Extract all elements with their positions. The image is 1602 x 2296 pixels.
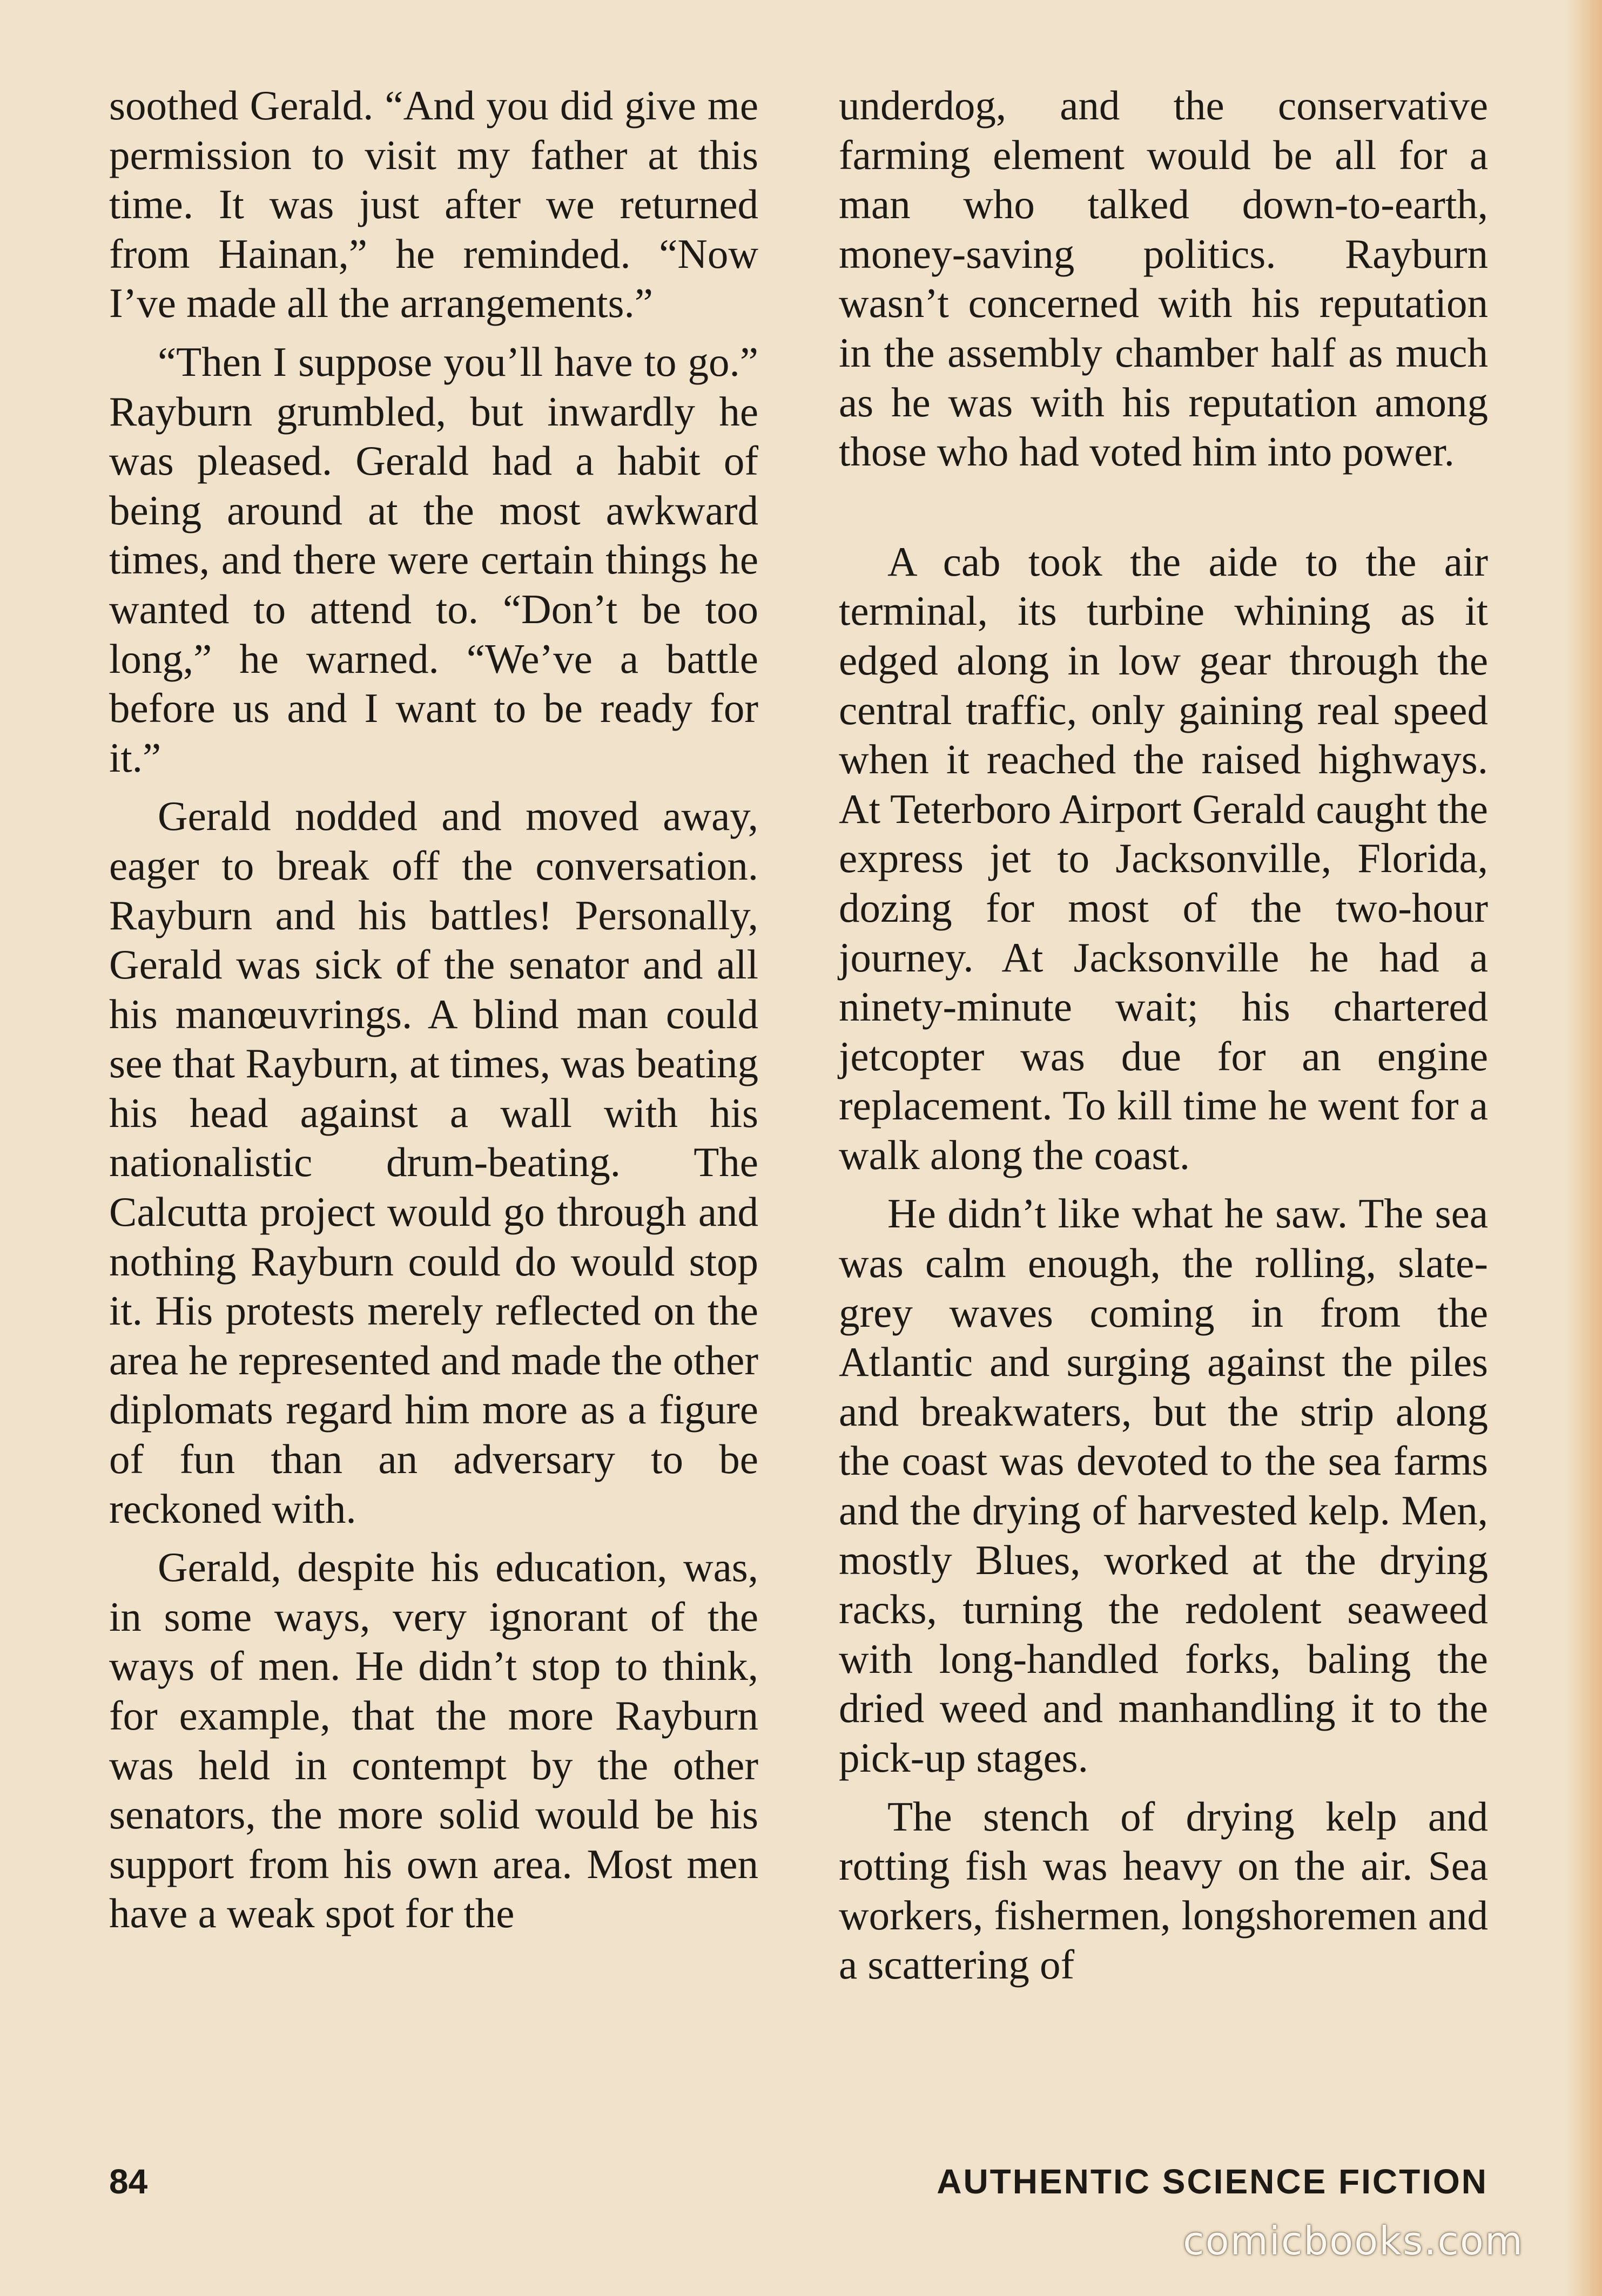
running-head: AUTHENTIC SCIENCE FICTION — [937, 2162, 1488, 2201]
paragraph: “Then I suppose you’ll have to go.” Rayburn grumbled, but inwardly he was pleased. Gerald had a habit of being around at the most awkward times, and there were certain things he wanted to attend to. “Don’t be too long,” he warned. “We’ve a battle before us and I want to be ready for it.” — [109, 338, 758, 781]
right-column — [839, 81, 1488, 2144]
left-column — [109, 81, 758, 2144]
paragraph: Gerald, despite his education, was, in some ways, very ignorant of the ways of men. He didn’t stop to think, for example, that the more Rayburn was held in contempt by the other senators, the more solid would be his support from his own area. Most men have a weak spot for the — [109, 1544, 758, 1937]
section-break — [839, 486, 1488, 537]
page-number: 84 — [109, 2162, 148, 2201]
paragraph: He didn’t like what he saw. The sea was calm enough, the rolling, slate-grey waves coming in from the Atlantic and surging against the piles and breakwaters, but the strip along the coast was devoted to the sea farms and the drying of harvested kelp. Men, mostly Blues, worked at the drying racks, turning the redolent seaweed with long-handled forks, baling the dried weed and manhandling it to the pick-up stages. — [839, 1190, 1488, 1781]
paragraph: Gerald nodded and moved away, eager to break off the conversation. Rayburn and his battles! Personally, Gerald was sick of the senator and all his manœuvrings. A blind man could see that Rayburn, at times, was beating his head against a wall with his nationalistic drum-beating. The Calcutta project would go through and nothing Rayburn could do would stop it. His protests merely reflected on the area he represented and made the other diplomats regard him more as a figure of fun than an adversary to be reckoned with. — [109, 793, 758, 1532]
paragraph: The stench of drying kelp and rotting fish was heavy on the air. Sea workers, fishermen, longshoremen and a scattering of — [839, 1793, 1488, 1988]
watermark: comicbooks.com — [1183, 2218, 1524, 2264]
paragraph: underdog, and the conservative farming element would be all for a man who talked down-to-earth, money-saving politics. Rayburn wasn’t concerned with his reputation in the assembly chamber half as much as he was with his reputation among those who had voted him into power. — [839, 82, 1488, 475]
paragraph: soothed Gerald. “And you did give me permission to visit my father at this time. It was just after we returned from Hainan,” he reminded. “Now I’ve made all the arrangements.” — [109, 82, 758, 327]
paragraph: A cab took the aide to the air terminal, its turbine whining as it edged along in low gear through the central traffic, only gaining real speed when it reached the raised highways. At Teterboro Airport Gerald caught the express jet to Jacksonville, Florida, dozing for most of the two-hour journey. At Jacksonville he had a ninety-minute wait; his chartered jetcopter was due for an engine replacement. To kill time he went for a walk along the coast. — [839, 538, 1488, 1178]
page-footer — [109, 2155, 1488, 2209]
page-edge-shadow — [1564, 0, 1602, 2296]
